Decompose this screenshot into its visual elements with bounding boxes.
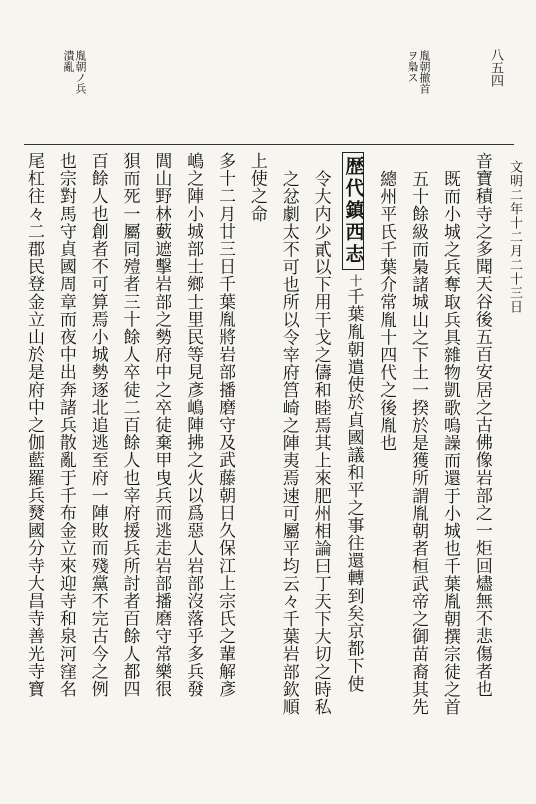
page-number: 八五四 bbox=[488, 48, 503, 87]
text-column-with-source bbox=[342, 152, 364, 788]
headnote-line: 胤朝ノ兵 bbox=[74, 50, 87, 94]
source-title: 歴代鎮西志 bbox=[342, 152, 364, 270]
text-column-body: 千葉胤朝遣使於貞國議和平之事往還轉到矣京都下使 bbox=[343, 287, 364, 693]
text-column: 五十餘級而梟諸城山之下土一揆於是獲所謂胤朝者桓武帝之御苗裔其先 bbox=[408, 170, 429, 716]
text-column: 令大内少貳以下用干戈之儔和睦焉其上來肥州相論曰丁天下大切之時私 bbox=[310, 170, 331, 716]
headnote-kubi bbox=[406, 50, 430, 94]
source-volume-number: 十 bbox=[346, 274, 362, 288]
text-column: 狽而死一屬同殪者三十餘人卒徒二百餘人也宰府援兵所討者百餘人都四 bbox=[119, 152, 140, 698]
header-rule bbox=[24, 144, 514, 145]
body-text bbox=[24, 152, 492, 788]
text-column: 音寶積寺之多聞天谷後五百安居之古佛像岩部之一炬回燼無不悲傷者也 bbox=[471, 152, 492, 698]
text-column: 尾杠往々二郡民登金立山於是府中之伽藍羅兵燹國分寺大昌寺善光寺寶 bbox=[24, 152, 44, 698]
running-header-date: 文明二年十二月二十三日 bbox=[507, 160, 522, 314]
text-column: 閭山野林藪遮擊岩部之勢府中之卒徒棄甲曳兵而逃走岩部播磨守常樂很 bbox=[151, 152, 172, 698]
text-column: 嶋之陣小城部士鄉士里民等見彥嶋陣拂之火以爲惡人岩部沒落乎多兵發 bbox=[183, 152, 204, 698]
text-column: 也宗對馬守貞國周章而夜中出奔諸兵散亂于千布金立來迎寺和泉河窪名 bbox=[55, 152, 76, 698]
text-column: 總州平氏千葉介常胤十四代之後胤也 bbox=[376, 170, 397, 452]
text-column: 之忿劇太不可也所以令宰府筥崎之陣夷焉速可屬平均云々千葉岩部欽順 bbox=[278, 170, 299, 716]
text-column: 既而小城之兵奪取兵具雜物凱歌嗚譟而還于小城也千葉胤朝撰宗徒之首 bbox=[439, 170, 460, 716]
headnote-kairan bbox=[62, 50, 86, 94]
text-column: 上使之命 bbox=[246, 152, 267, 223]
headnote-line: 潰亂 bbox=[62, 50, 75, 72]
text-column: 百餘人也創者不可算焉小城勢逐北追逃至府一陣敗而殘黨不完古今之例 bbox=[87, 152, 108, 698]
text-column: 多十二月廿三日千葉胤將岩部播磨守及武藤朝日久保江上宗氏之輩解彥 bbox=[215, 152, 236, 698]
headnote-line: 胤朝撤首 bbox=[418, 50, 431, 94]
headnote-line: ヲ梟ス bbox=[406, 50, 419, 83]
